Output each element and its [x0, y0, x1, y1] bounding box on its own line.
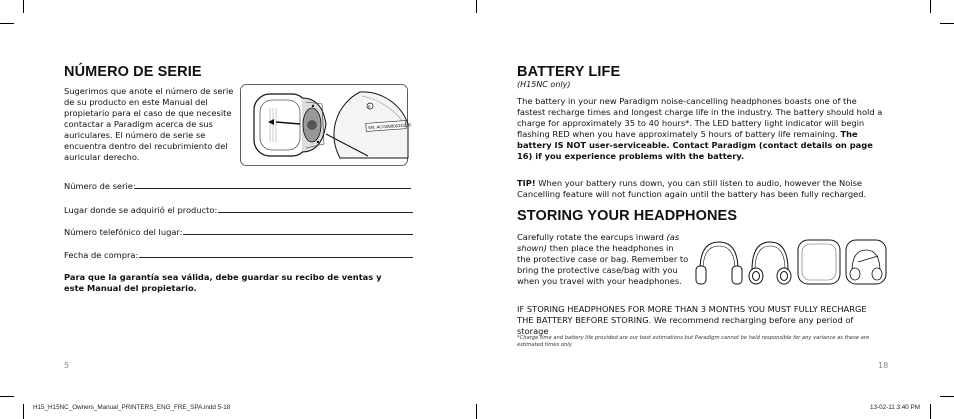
crop-mark	[930, 404, 931, 419]
storing-paragraph	[517, 232, 689, 287]
tip-paragraph	[517, 178, 883, 200]
storing-text-2: then place the headphones in the protective case or bag. Remember to bring the protective case/bag with you when you travel with your headphones.	[517, 243, 689, 286]
storing-text-italic: (as shown)	[517, 232, 680, 253]
svg-text:R: R	[368, 105, 371, 109]
storing-title: STORING YOUR HEADPHONES	[517, 208, 738, 224]
battery-text: The battery in your new Paradigm noise-cancelling headphones boasts one of the fastest recharge times and longest charge life in the industry. The battery should hold a charge for approximately 35 to 40 hours*. The LED battery light indicator will begin flashing RED when you have approximately 5 hours of battery life remaining.	[517, 96, 883, 139]
field-line-serial-number[interactable]	[135, 188, 411, 189]
field-line-purchase-place[interactable]	[218, 212, 413, 213]
field-line-purchase-date[interactable]	[139, 257, 413, 258]
field-label-purchase-date: Fecha de compra:	[64, 250, 139, 260]
crop-mark	[930, 0, 931, 13]
slug-filename: H15_H15NC_Owners_Manual_PRINTERS_ENG_FRE_SPA.indd 5-18	[33, 404, 231, 411]
crop-mark	[476, 404, 477, 419]
storage-warning: IF STORING HEADPHONES FOR MORE THAN 3 MONTHS YOU MUST FULLY RECHARGE THE BATTERY BEFORE STORING. We recommend recharging before any period of storage	[517, 304, 867, 336]
serial-intro-paragraph: Sugerimos que anote el número de serie de su producto en este Manual del propietario para el caso de que necesite contactar a Paradigm acerca de sus auriculares. El número de serie se encuentra dentro del recubrimiento del auricular derecho.	[64, 86, 234, 162]
crop-mark	[476, 0, 477, 13]
page-title: NÚMERO DE SERIE	[64, 64, 202, 80]
crop-mark	[940, 23, 954, 24]
warranty-note: Para que la garantía sea válida, debe guardar su recibo de ventas y este Manual del propietario.	[64, 272, 382, 293]
serial-label-text: SN: ACG090001D235	[367, 122, 412, 131]
tip-label: TIP!	[517, 178, 536, 188]
crop-mark	[23, 404, 24, 419]
field-label-phone-number: Número telefónico del lugar:	[64, 227, 183, 237]
storing-text-1: Carefully rotate the earcups inward	[517, 232, 667, 242]
slug-date: 13-02-11 3:40 PM	[870, 404, 920, 411]
field-label-purchase-place: Lugar donde se adquirió el producto:	[64, 205, 218, 215]
charge-footnote: *Charge time and battery life provided are our best estimations but Paradigm cannot be held responsible for any variance as these are estimated times only.	[517, 335, 870, 348]
field-label-serial-number: Número de serie:	[64, 181, 136, 191]
battery-life-title: BATTERY LIFE	[517, 64, 621, 80]
crop-mark	[0, 23, 14, 24]
crop-mark	[0, 396, 14, 397]
earcup-serial-illustration	[240, 84, 412, 166]
crop-mark	[940, 396, 954, 397]
field-line-phone-number[interactable]	[183, 234, 413, 235]
battery-warning-text: The battery IS NOT user-serviceable. Contact Paradigm (contact details on page 16) if you experience problems with the battery.	[517, 129, 873, 161]
headphones-storage-illustration	[692, 236, 888, 288]
battery-life-paragraph	[517, 96, 883, 162]
page-number-right: 18	[878, 361, 889, 370]
tip-text: When your battery runs down, you can still listen to audio, however the Noise Cancelling feature will not function again until the battery has been fully recharged.	[517, 178, 867, 199]
battery-life-subtitle: (H15NC only)	[517, 80, 571, 89]
page-number-left: 5	[64, 361, 70, 370]
crop-mark	[23, 0, 24, 13]
